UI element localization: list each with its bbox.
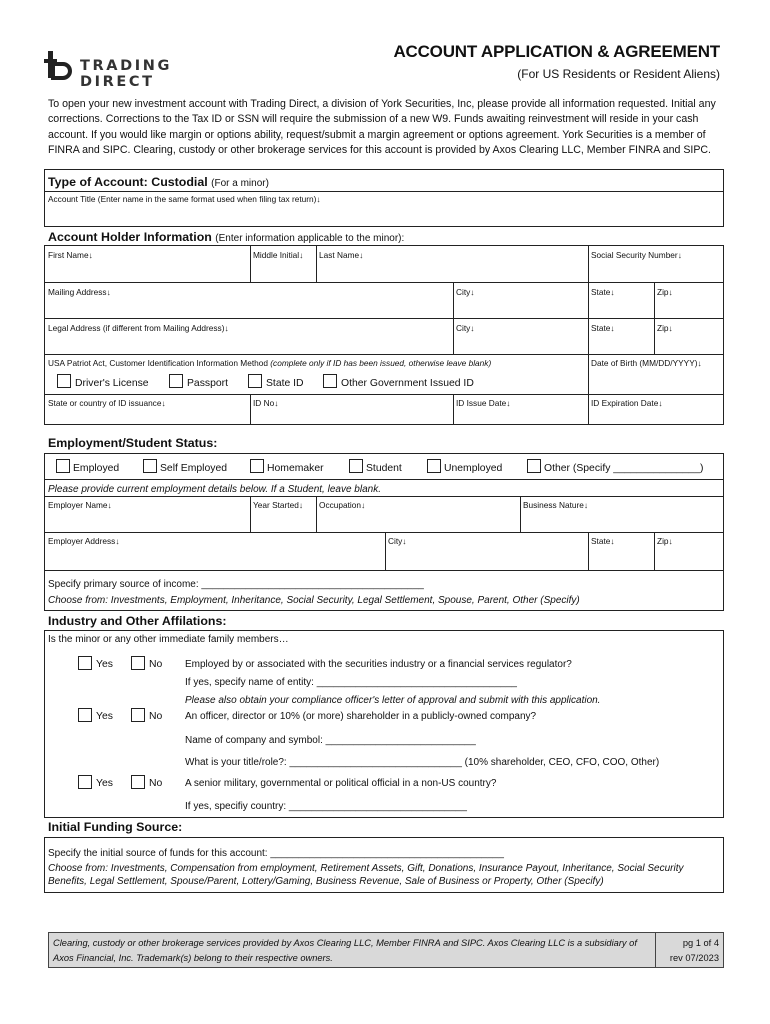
- employment-instruction: Please provide current employment details below. If a Student, leave blank.: [48, 484, 381, 495]
- legal-state-label: State↓: [591, 323, 615, 333]
- funding-source-field[interactable]: Specify the initial source of funds for this account: __________________________________________: [48, 848, 504, 859]
- legal-address-label: Legal Address (if different from Mailing Address)↓: [48, 323, 229, 333]
- q1-yes-checkbox[interactable]: [78, 656, 92, 670]
- q2-yes-checkbox[interactable]: [78, 708, 92, 722]
- q3-country-field[interactable]: If yes, specifiy country: ________________________________: [185, 801, 467, 812]
- employer-zip-label: Zip↓: [657, 536, 673, 546]
- patriot-act-label: USA Patriot Act, Customer Identification Information Method (complete only if ID has been issued, otherwise leave blank): [48, 358, 492, 368]
- student-checkbox[interactable]: [349, 459, 363, 473]
- unemployed-label: Unemployed: [444, 463, 503, 474]
- unemployed-checkbox[interactable]: [427, 459, 441, 473]
- mailing-city-label: City↓: [456, 287, 475, 297]
- intro-paragraph: To open your new investment account with Trading Direct, a division of York Securities, Inc, please provide all information requested. Initial any corrections. Corrections to the Tax ID or SSN will require the submission of a new W9. Funds awaiting reinvestment will reside in your cash account. If you would like margin or options ability, request/submit a margin agreement or options agreement. York Securities is a member of FINRA and SIPC. Clearing, custody or other brokerage services for this account is provided by Axos Clearing LLC, Member FINRA and SIPC.: [48, 98, 716, 156]
- page-number: pg 1 of 4: [682, 938, 719, 948]
- legal-zip-label: Zip↓: [657, 323, 673, 333]
- dob-label: Date of Birth (MM/DD/YYYY)↓: [591, 358, 702, 368]
- income-source-choices: Choose from: Investments, Employment, Inheritance, Social Security, Legal Settlement, Spouse, Parent, Other (Specify): [48, 595, 580, 606]
- employer-city-label: City↓: [388, 536, 407, 546]
- account-holder-section: [44, 245, 724, 425]
- logo-text: TRADING DIRECT: [80, 58, 172, 90]
- q3-no-checkbox[interactable]: [131, 775, 145, 789]
- first-name-label: First Name↓: [48, 250, 93, 260]
- passport-label: Passport: [187, 378, 229, 389]
- legal-city-label: City↓: [456, 323, 475, 333]
- q3-question: A senior military, governmental or political official in a non-US country?: [185, 778, 497, 789]
- footer: [48, 932, 724, 968]
- income-source-field[interactable]: Specify primary source of income: ________________________________________: [48, 579, 424, 590]
- other-id-label: Other Government Issued ID: [341, 378, 474, 389]
- other-employment-checkbox[interactable]: [527, 459, 541, 473]
- affiliations-intro: Is the minor or any other immediate family members…: [48, 634, 289, 645]
- passport-checkbox[interactable]: [169, 374, 183, 388]
- q2-no-checkbox[interactable]: [131, 708, 145, 722]
- employed-checkbox[interactable]: [56, 459, 70, 473]
- id-issue-date-label: ID Issue Date↓: [456, 398, 511, 408]
- self-employed-checkbox[interactable]: [143, 459, 157, 473]
- employer-name-label: Employer Name↓: [48, 500, 112, 510]
- trading-direct-logo: [44, 49, 234, 90]
- affiliations-section: [44, 630, 724, 818]
- homemaker-checkbox[interactable]: [250, 459, 264, 473]
- homemaker-label: Homemaker: [267, 463, 324, 474]
- state-id-label: State ID: [266, 378, 304, 389]
- state-id-checkbox[interactable]: [248, 374, 262, 388]
- middle-initial-label: Middle Initial↓: [253, 250, 304, 260]
- revision: rev 07/2023: [669, 953, 719, 963]
- drivers-license-checkbox[interactable]: [57, 374, 71, 388]
- account-holder-heading: Account Holder Information (Enter information applicable to the minor):: [48, 230, 405, 244]
- id-number-label: ID No↓: [253, 398, 279, 408]
- student-label: Student: [366, 463, 402, 474]
- footer-disclaimer: Clearing, custody or other brokerage services provided by Axos Clearing LLC, Member FINRA and SIPC. Axos Clearing LLC is a subsidiary of Axos Financial, Inc. Trademark(s) belong to their respective owners.: [53, 938, 637, 963]
- occupation-label: Occupation↓: [319, 500, 366, 510]
- employed-label: Employed: [73, 463, 120, 474]
- q2-compliance-note: Please also obtain your compliance officer's letter of approval and submit with this application.: [185, 695, 601, 706]
- funding-choices: Choose from: Investments, Compensation from employment, Retirement Assets, Gift, Donations, Insurance Payout, Inheritance, Social Security Benefits, Legal Settlement, Spouse/Parent, Lottery/Gaming, Business Revenue, Sale of Business or Property, Other (Specify): [48, 863, 684, 887]
- q3-yes-checkbox[interactable]: [78, 775, 92, 789]
- id-expiration-label: ID Expiration Date↓: [591, 398, 663, 408]
- q1-yes-label: Yes: [96, 659, 113, 670]
- mailing-zip-label: Zip↓: [657, 287, 673, 297]
- q1-no-checkbox[interactable]: [131, 656, 145, 670]
- last-name-label: Last Name↓: [319, 250, 364, 260]
- employer-state-label: State↓: [591, 536, 615, 546]
- affiliations-heading: Industry and Other Affilations:: [48, 614, 227, 628]
- q2-question: An officer, director or 10% (or more) shareholder in a publicly-owned company?: [185, 711, 537, 722]
- account-title-label: Account Title (Enter name in the same format used when filing tax return)↓: [48, 194, 321, 204]
- other-employment-label: Other (Specify _______________): [544, 463, 704, 474]
- funding-section: [44, 837, 724, 893]
- year-started-label: Year Started↓: [253, 500, 303, 510]
- account-title-field[interactable]: [45, 204, 723, 226]
- q2-no-label: No: [149, 711, 163, 722]
- employer-address-label: Employer Address↓: [48, 536, 120, 546]
- other-id-checkbox[interactable]: [323, 374, 337, 388]
- account-type-section: [44, 169, 724, 227]
- logo-mark-icon: [44, 51, 78, 81]
- q2-title-field[interactable]: What is your title/role?: _______________________________ (10% shareholder, CEO, CFO, COO, Other): [185, 757, 660, 768]
- q3-no-label: No: [149, 778, 163, 789]
- employment-section: [44, 453, 724, 611]
- q1-no-label: No: [149, 659, 163, 670]
- q1-entity-field[interactable]: If yes, specify name of entity: ____________________________________: [185, 677, 517, 688]
- self-employed-label: Self Employed: [160, 463, 227, 474]
- funding-heading: Initial Funding Source:: [48, 820, 183, 834]
- id-state-country-label: State or country of ID issuance↓: [48, 398, 166, 408]
- account-type-heading: Type of Account: Custodial (For a minor): [48, 175, 269, 189]
- employment-heading: Employment/Student Status:: [48, 436, 218, 450]
- q3-yes-label: Yes: [96, 778, 113, 789]
- q2-yes-label: Yes: [96, 711, 113, 722]
- page-subtitle: (For US Residents or Resident Aliens): [517, 67, 720, 81]
- page-title: ACCOUNT APPLICATION & AGREEMENT: [393, 42, 720, 61]
- mailing-state-label: State↓: [591, 287, 615, 297]
- q2-company-field[interactable]: Name of company and symbol: ___________________________: [185, 735, 476, 746]
- ssn-label: Social Security Number↓: [591, 250, 682, 260]
- mailing-address-label: Mailing Address↓: [48, 287, 111, 297]
- business-nature-label: Business Nature↓: [523, 500, 589, 510]
- drivers-license-label: Driver's License: [75, 378, 149, 389]
- footer-page-info: [670, 936, 719, 966]
- q1-question: Employed by or associated with the securities industry or a financial services regulator?: [185, 659, 572, 670]
